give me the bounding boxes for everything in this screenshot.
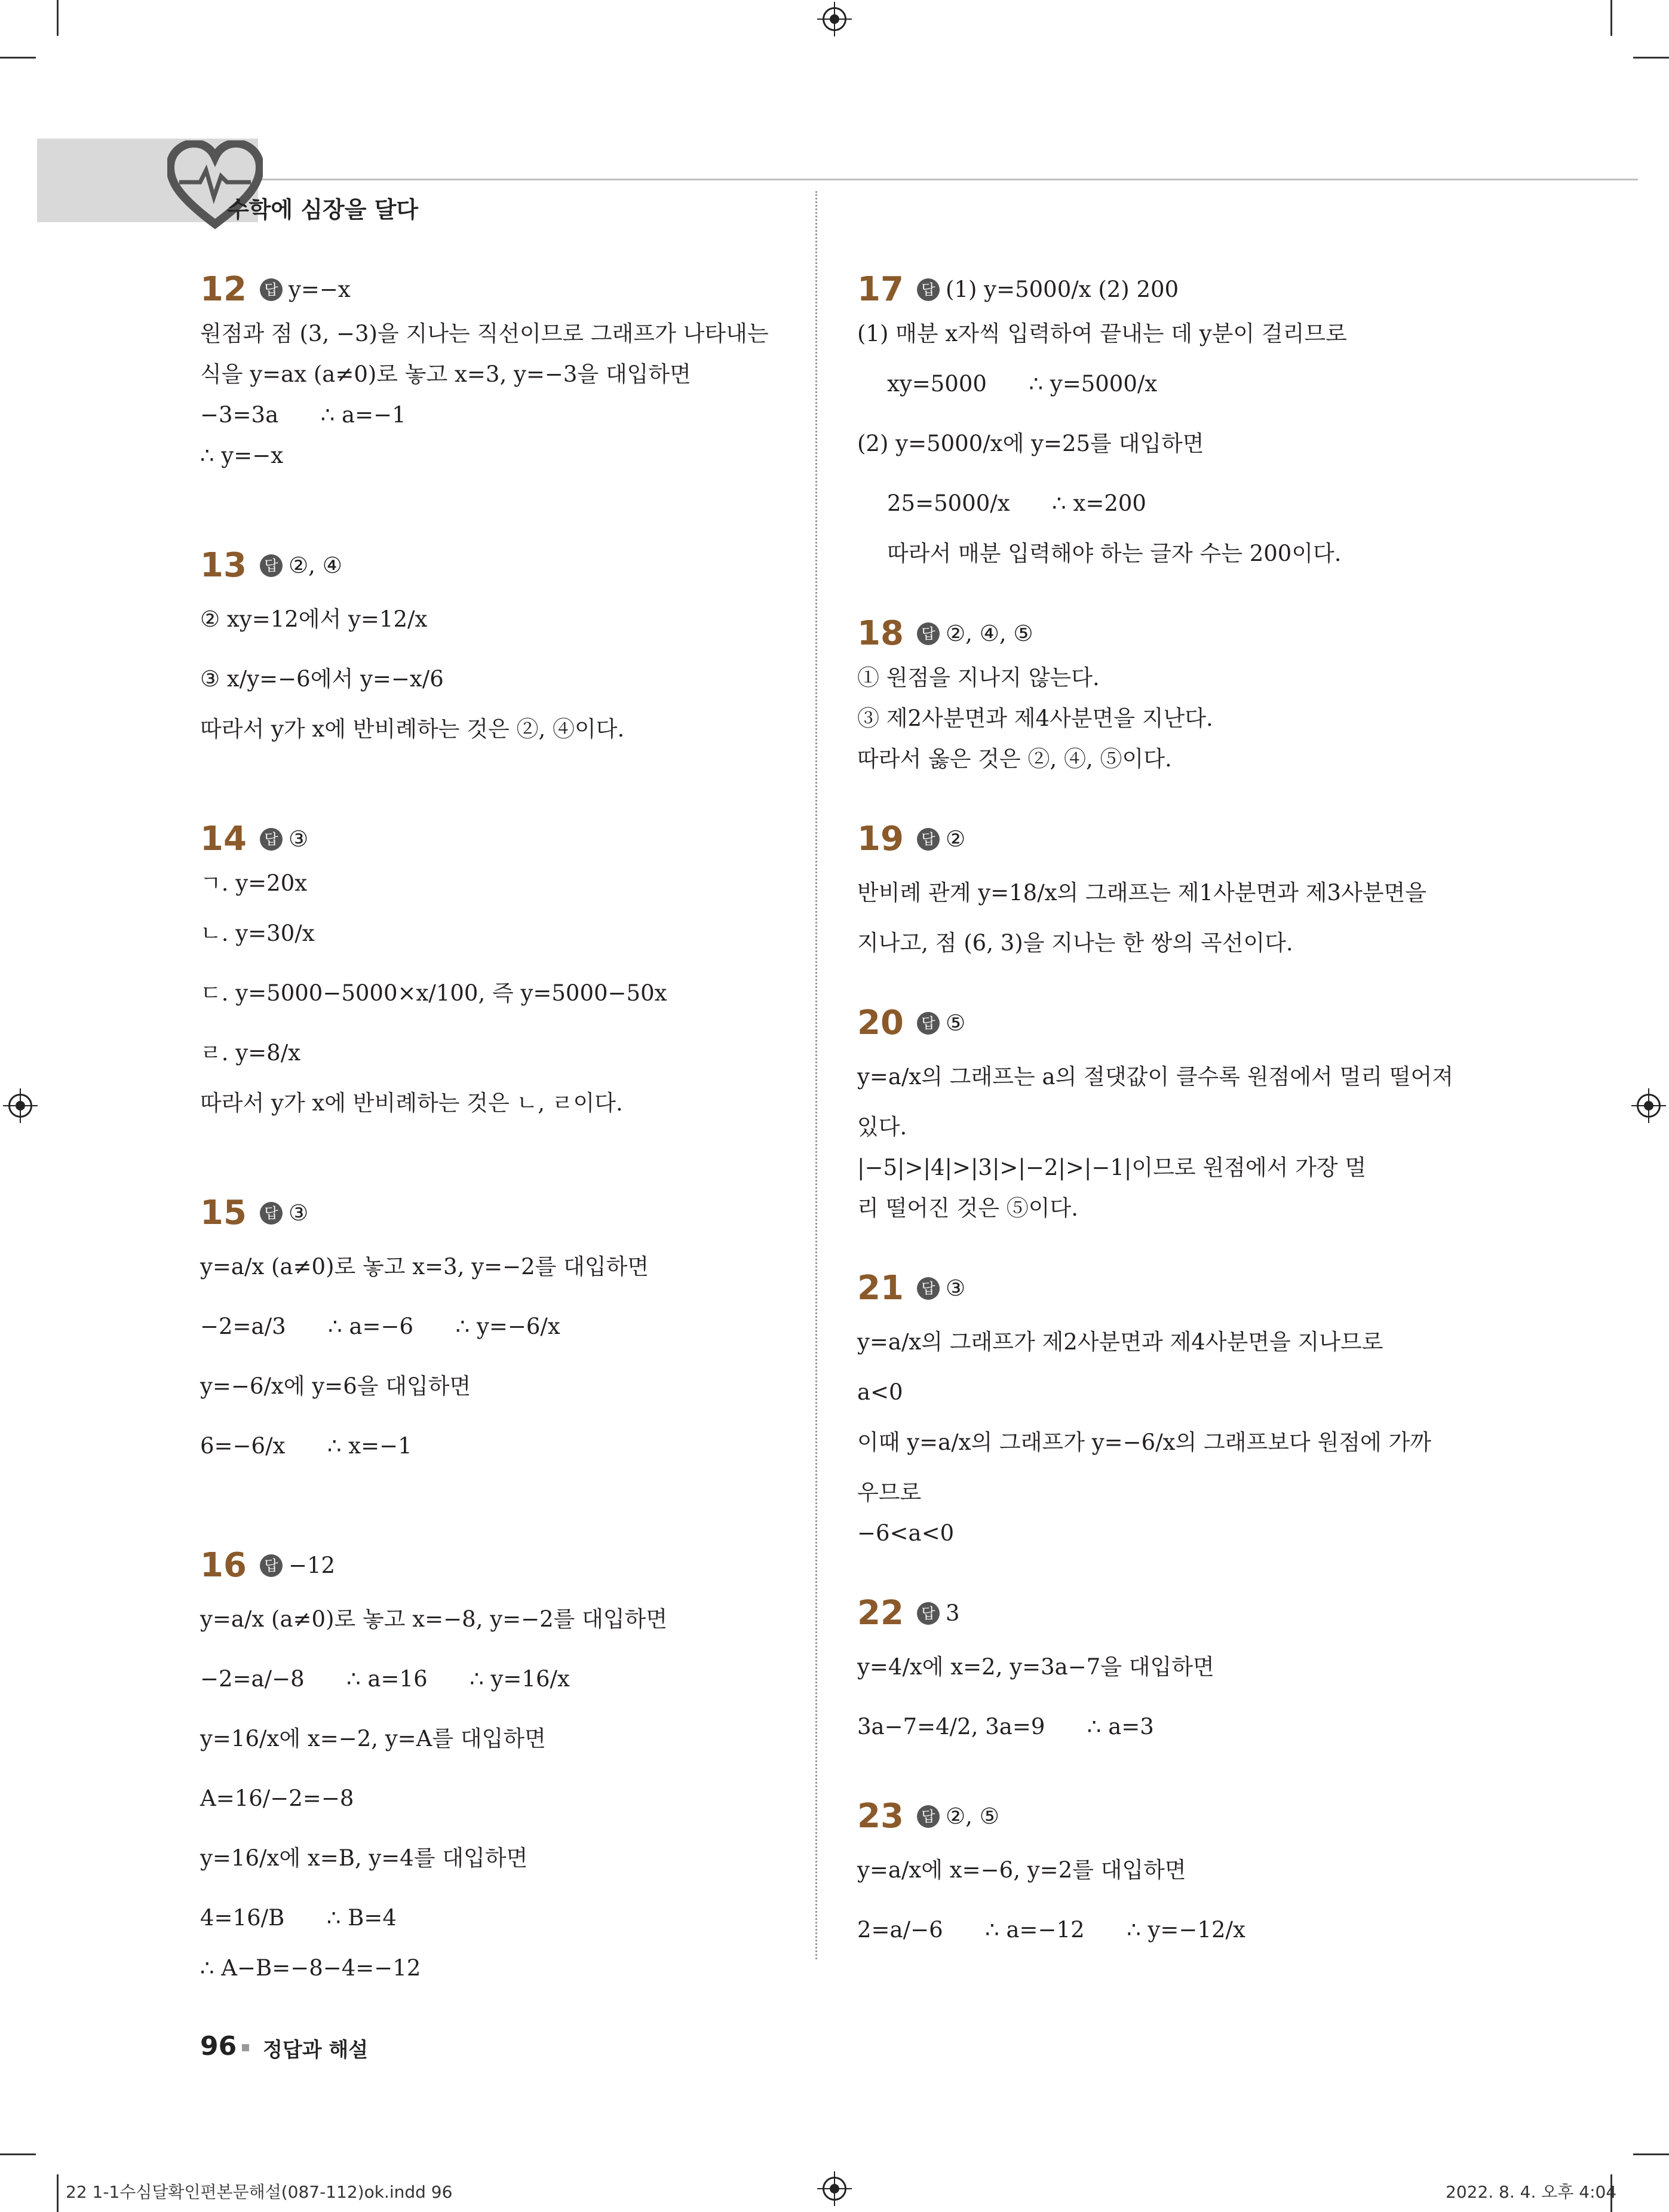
problem-13: [200, 542, 797, 750]
solution-line: −2=a/3 ∴ a=−6 ∴ y=−6/x: [200, 1314, 560, 1340]
solution-line: 따라서 매분 입력해야 하는 글자 수는 200이다.: [887, 541, 1342, 567]
problem-20: [857, 999, 1455, 1229]
crop-mark: [0, 2153, 36, 2155]
left-column: [200, 266, 797, 1989]
problem-number: 13: [200, 546, 247, 585]
solution-line: 리 떨어진 것은 ⑤이다.: [857, 1195, 1078, 1222]
page-number: 96: [200, 2031, 237, 2061]
solution-line: ㄹ. y=8/x: [200, 1040, 301, 1066]
crop-mark: [0, 57, 36, 59]
solution-line: a<0: [857, 1379, 903, 1406]
solution-line: y=a/x의 그래프가 제2사분면과 제4사분면을 지나므로: [857, 1329, 1383, 1355]
solution-line: 2=a/−6 ∴ a=−12 ∴ y=−12/x: [857, 1917, 1245, 1943]
crop-mark: [1610, 0, 1612, 36]
problem-12: [200, 266, 797, 476]
problem-number: 17: [857, 270, 904, 309]
solution-line: y=16/x에 x=B, y=4를 대입하면: [200, 1845, 528, 1872]
registration-mark-icon: [823, 2177, 846, 2201]
solution-line: 6=−6/x ∴ x=−1: [200, 1433, 412, 1459]
solution-line: ③ 제2사분면과 제4사분면을 지난다.: [857, 705, 1213, 732]
solution-line: ㄴ. y=30/x: [200, 921, 315, 947]
solution-line: ③ x/y=−6에서 y=−x/6: [200, 666, 444, 692]
problem-number: 18: [857, 614, 904, 653]
solution-line: −2=a/−8 ∴ a=16 ∴ y=16/x: [200, 1666, 570, 1692]
problem-number: 20: [857, 1004, 904, 1042]
solution-line: y=a/x의 그래프는 a의 절댓값이 클수록 원점에서 멀리 떨어져: [857, 1064, 1454, 1090]
answer: ②, ④: [289, 553, 342, 579]
logo-text: 수학에 심장을 달다: [227, 197, 419, 223]
problem-number: 21: [857, 1269, 904, 1308]
solution-line: 3a−7=4/2, 3a=9 ∴ a=3: [857, 1714, 1154, 1740]
answer-badge: 답: [917, 1602, 940, 1625]
problem-21: [857, 1265, 1455, 1554]
solution-line: ㄱ. y=20x: [200, 870, 308, 897]
solution-line: 반비례 관계 y=18/x의 그래프는 제1사분면과 제3사분면을: [857, 880, 1427, 906]
answer-badge: 답: [917, 1805, 940, 1828]
problem-number: 16: [200, 1546, 247, 1585]
registration-mark-icon: [1637, 1094, 1661, 1118]
problem-number: 22: [857, 1594, 904, 1633]
crop-mark: [57, 0, 59, 36]
solution-line: y=a/x에 x=−6, y=2를 대입하면: [857, 1857, 1186, 1883]
solution-line: 4=16/B ∴ B=4: [200, 1905, 397, 1931]
answer: 3: [946, 1600, 960, 1627]
solution-line: 원점과 점 (3, −3)을 지나는 직선이므로 그래프가 나타내는: [200, 321, 769, 347]
answer: ②: [946, 826, 966, 852]
solution-line: ∴ A−B=−8−4=−12: [200, 1955, 421, 1981]
solution-line: ㄷ. y=5000−5000×x/100, 즉 y=5000−50x: [200, 980, 667, 1007]
problem-17: [857, 266, 1455, 574]
answer-badge: 답: [260, 1202, 283, 1225]
solution-line: A=16/−2=−8: [200, 1785, 354, 1812]
slug-date: 2022. 8. 4. 오후 4:04: [1446, 2182, 1617, 2202]
slug-file: 22 1-1수심달확인편본문해설(087-112)ok.indd 96: [66, 2182, 453, 2202]
answer: ②, ④, ⑤: [946, 621, 1033, 647]
problem-15: [200, 1189, 797, 1476]
problem-number: 14: [200, 820, 247, 858]
solution-line: 있다.: [857, 1114, 907, 1140]
header-rule: [258, 179, 1638, 180]
crop-mark: [1633, 57, 1669, 59]
answer: ⑤: [946, 1010, 966, 1036]
answer: −12: [289, 1553, 336, 1579]
crop-mark: [1633, 2153, 1669, 2155]
answer-badge: 답: [260, 1554, 283, 1577]
column-divider: [815, 191, 817, 1959]
solution-line: y=a/x (a≠0)로 놓고 x=3, y=−2를 대입하면: [200, 1254, 649, 1280]
answer: ②, ⑤: [946, 1803, 999, 1830]
answer-badge: 답: [260, 828, 283, 851]
problem-18: [857, 610, 1455, 780]
problem-19: [857, 815, 1455, 964]
solution-line: (2) y=5000/x에 y=25를 대입하면: [857, 431, 1204, 457]
footer-label: 정답과 해설: [263, 2038, 369, 2062]
problem-16: [200, 1542, 797, 1989]
answer-badge: 답: [917, 1012, 940, 1035]
solution-line: ① 원점을 지나지 않는다.: [857, 665, 1100, 691]
solution-line: ∴ y=−x: [200, 443, 284, 469]
solution-line: 지나고, 점 (6, 3)을 지나는 한 쌍의 곡선이다.: [857, 930, 1293, 956]
solution-line: 따라서 y가 x에 반비례하는 것은 ㄴ, ㄹ이다.: [200, 1090, 623, 1116]
answer: ③: [946, 1275, 966, 1302]
answer-badge: 답: [917, 1277, 940, 1300]
solution-line: |−5|>|4|>|3|>|−2|>|−1|이므로 원점에서 가장 멀: [857, 1155, 1367, 1181]
solution-line: 25=5000/x ∴ x=200: [887, 490, 1146, 517]
answer: (1) y=5000/x (2) 200: [946, 277, 1179, 303]
solution-line: 이때 y=a/x의 그래프가 y=−6/x의 그래프보다 원점에 가까: [857, 1429, 1431, 1456]
crop-mark: [57, 2174, 59, 2212]
answer-badge: 답: [917, 278, 940, 301]
answer-badge: 답: [260, 278, 283, 301]
solution-line: −3=3a ∴ a=−1: [200, 402, 406, 428]
solution-line: 우므로: [857, 1480, 922, 1506]
problem-number: 15: [200, 1194, 247, 1232]
solution-line: ② xy=12에서 y=12/x: [200, 606, 428, 633]
problem-number: 12: [200, 270, 247, 309]
footer-bullet: [242, 2044, 249, 2051]
registration-mark-icon: [823, 7, 846, 31]
answer-badge: 답: [260, 554, 283, 577]
solution-line: y=4/x에 x=2, y=3a−7을 대입하면: [857, 1654, 1214, 1680]
answer-badge: 답: [917, 622, 940, 645]
registration-mark-icon: [8, 1094, 32, 1118]
answer: ③: [289, 1200, 309, 1226]
solution-line: y=−6/x에 y=6을 대입하면: [200, 1373, 471, 1400]
answer-badge: 답: [917, 828, 940, 851]
right-column: [857, 266, 1455, 1960]
answer: ③: [289, 826, 309, 852]
solution-line: 식을 y=ax (a≠0)로 놓고 x=3, y=−3을 대입하면: [200, 361, 691, 388]
problem-22: [857, 1590, 1455, 1757]
problem-number: 19: [857, 820, 904, 858]
problem-14: [200, 815, 797, 1124]
solution-line: xy=5000 ∴ y=5000/x: [887, 371, 1158, 397]
solution-line: 따라서 y가 x에 반비례하는 것은 ②, ④이다.: [200, 716, 625, 743]
solution-line: y=16/x에 x=−2, y=A를 대입하면: [200, 1726, 546, 1752]
solution-line: 따라서 옳은 것은 ②, ④, ⑤이다.: [857, 746, 1172, 772]
solution-line: −6<a<0: [857, 1520, 955, 1547]
problem-number: 23: [857, 1797, 904, 1836]
solution-line: (1) 매분 x자씩 입력하여 끝내는 데 y분이 걸리므로: [857, 321, 1347, 347]
solution-line: y=a/x (a≠0)로 놓고 x=−8, y=−2를 대입하면: [200, 1606, 668, 1633]
problem-23: [857, 1793, 1455, 1960]
answer: y=−x: [289, 277, 351, 303]
